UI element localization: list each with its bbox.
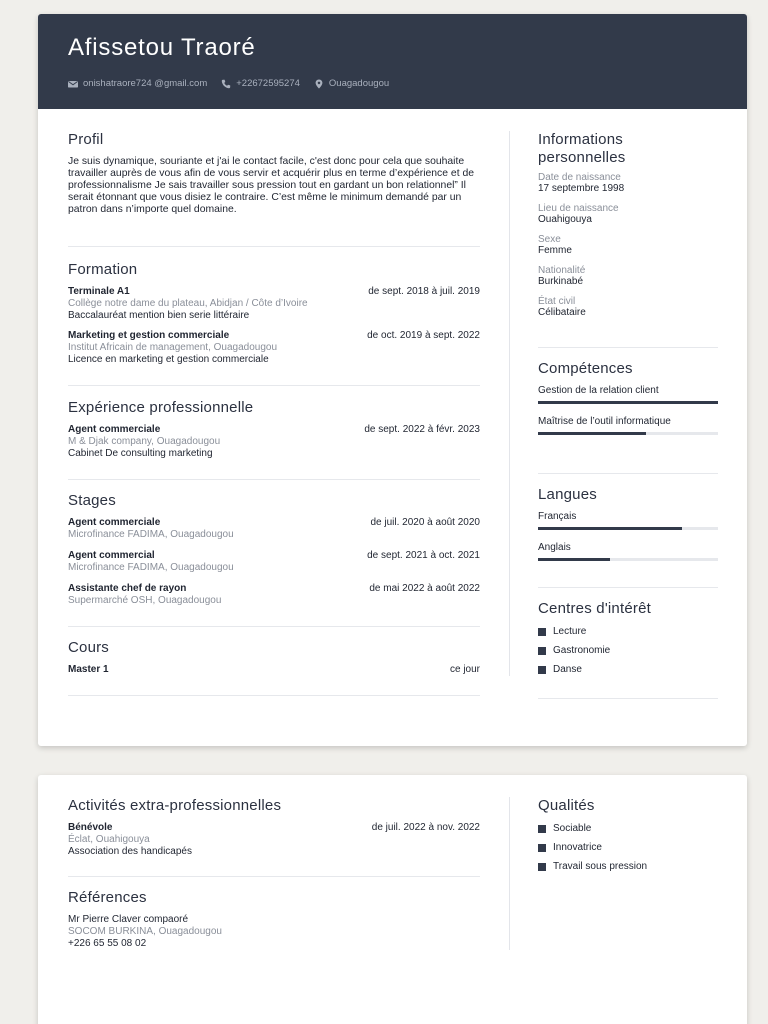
quality-item [538, 823, 718, 834]
bullet-square-icon [538, 628, 546, 636]
candidate-name: Afissetou Traoré [68, 34, 256, 61]
qualities-section [538, 775, 718, 872]
info-value: Femme [538, 245, 572, 256]
interest-item [538, 645, 718, 656]
experience-entry [68, 424, 480, 460]
formation-section [68, 247, 480, 386]
info-label: État civil [538, 296, 576, 307]
competences-heading: Compétences [538, 360, 633, 377]
personal-info-heading [538, 131, 718, 167]
contact-bar [68, 78, 717, 89]
interests-section [538, 588, 718, 699]
info-label: Sexe [538, 234, 561, 245]
quality-label: Sociable [553, 823, 592, 834]
stage-entry [68, 550, 480, 574]
language-item [538, 542, 718, 561]
interest-label: Lecture [553, 626, 587, 637]
entry-org: Microfinance FADIMA, Ouagadougou [68, 562, 234, 573]
skill-bar-fill [538, 401, 718, 404]
profile-section [68, 109, 480, 247]
entry-title: Agent commerciale [68, 424, 161, 435]
entry-desc: Baccalauréat mention bien serie littéraire [68, 310, 250, 321]
entry-org: Microfinance FADIMA, Ouagadougou [68, 529, 234, 540]
column-divider [509, 131, 510, 676]
info-value: Ouahigouya [538, 214, 592, 225]
resume-body-2 [38, 775, 747, 950]
bullet-square-icon [538, 844, 546, 852]
language-bar [538, 558, 718, 561]
entry-date: de juil. 2020 à août 2020 [370, 517, 480, 528]
bullet-square-icon [538, 666, 546, 674]
formation-entry [68, 286, 480, 322]
info-field [538, 296, 718, 318]
stage-entry [68, 583, 480, 607]
bullet-square-icon [538, 647, 546, 655]
language-name: Français [538, 511, 577, 522]
column-divider [509, 797, 510, 950]
language-bar-fill [538, 558, 610, 561]
info-value: Célibataire [538, 307, 586, 318]
quality-label: Innovatrice [553, 842, 602, 853]
phone-text: +22672595274 [236, 78, 300, 89]
interest-item [538, 664, 718, 675]
info-label: Lieu de naissance [538, 203, 619, 214]
entry-desc: Association des handicapés [68, 846, 192, 857]
langues-section [538, 474, 718, 588]
quality-label: Travail sous pression [553, 861, 648, 872]
extra-activity-entry [68, 822, 480, 858]
entry-org: Éclat, Ouahigouya [68, 834, 150, 845]
entry-date: de mai 2022 à août 2022 [369, 583, 480, 594]
entry-desc: Cabinet De consulting marketing [68, 448, 213, 459]
info-field [538, 172, 718, 194]
entry-org: Supermarché OSH, Ouagadougou [68, 595, 222, 606]
info-field [538, 203, 718, 225]
references-section [68, 877, 480, 950]
interest-item [538, 626, 718, 637]
langues-heading: Langues [538, 486, 597, 503]
quality-item [538, 842, 718, 853]
info-field [538, 265, 718, 287]
stage-entry [68, 517, 480, 541]
skill-item [538, 416, 718, 435]
experience-heading: Expérience professionnelle [68, 399, 254, 416]
references-heading: Références [68, 889, 147, 906]
entry-desc: Licence en marketing et gestion commerciale [68, 354, 269, 365]
bullet-square-icon [538, 863, 546, 871]
location-pin-icon [314, 79, 324, 89]
entry-title: Agent commerciale [68, 517, 161, 528]
info-label: Nationalité [538, 265, 586, 276]
personal-info-heading-line2: personnelles [538, 149, 626, 166]
cours-entry [68, 664, 480, 676]
experience-section [68, 386, 480, 480]
skill-item [538, 385, 718, 404]
contact-phone [221, 78, 300, 89]
language-name: Anglais [538, 542, 571, 553]
entry-title: Bénévole [68, 822, 113, 833]
formation-heading: Formation [68, 261, 138, 278]
cours-section [68, 627, 480, 696]
personal-info-section [538, 109, 718, 348]
entry-date: de sept. 2021 à oct. 2021 [367, 550, 480, 561]
entry-org: M & Djak company, Ouagadougou [68, 436, 221, 447]
side-column-2 [538, 775, 718, 872]
contact-city [314, 78, 389, 89]
resume-page-1 [38, 14, 747, 746]
entry-date: ce jour [449, 664, 480, 675]
side-column [538, 109, 718, 699]
language-item [538, 511, 718, 530]
extra-activities-heading: Activités extra-professionnelles [68, 797, 282, 814]
competences-section [538, 348, 718, 474]
phone-icon [221, 79, 231, 89]
entry-title: Marketing et gestion commerciale [68, 330, 230, 341]
skill-bar [538, 432, 718, 435]
skill-name: Maîtrise de l’outil informatique [538, 416, 671, 427]
language-bar [538, 527, 718, 530]
info-value: 17 septembre 1998 [538, 183, 625, 194]
interests-heading: Centres d'intérêt [538, 600, 651, 617]
entry-title: Agent commercial [68, 550, 155, 561]
reference-name: Mr Pierre Claver compaoré [68, 914, 189, 925]
reference-entry [68, 914, 480, 950]
interest-label: Danse [553, 664, 582, 675]
extra-activities-section [68, 775, 480, 877]
formation-entry [68, 330, 480, 366]
main-column [38, 109, 480, 696]
entry-title: Master 1 [68, 664, 109, 675]
entry-org: Institut Africain de management, Ouagadougou [68, 342, 278, 353]
resume-body [38, 109, 747, 696]
interest-label: Gastronomie [553, 645, 611, 656]
city-text: Ouagadougou [328, 78, 390, 89]
info-label: Date de naissance [538, 172, 621, 183]
contact-email [68, 78, 207, 89]
entry-date: de juil. 2022 à nov. 2022 [371, 822, 480, 833]
entry-date: de sept. 2022 à févr. 2023 [364, 424, 480, 435]
entry-date: de sept. 2018 à juil. 2019 [368, 286, 480, 297]
mail-icon [68, 79, 78, 89]
stages-section [68, 480, 480, 627]
profile-heading: Profil [68, 131, 104, 148]
entry-title: Assistante chef de rayon [68, 583, 187, 594]
info-value: Burkinabé [538, 276, 584, 287]
resume-page-2 [38, 775, 747, 1024]
reference-org: SOCOM BURKINA, Ouagadougou [68, 926, 222, 937]
entry-date: de oct. 2019 à sept. 2022 [367, 330, 480, 341]
bullet-square-icon [538, 825, 546, 833]
skill-bar [538, 401, 718, 404]
stages-heading: Stages [68, 492, 116, 509]
reference-phone: +226 65 55 08 02 [68, 938, 147, 949]
entry-title: Terminale A1 [68, 286, 130, 297]
skill-bar-fill [538, 432, 646, 435]
resume-header [38, 14, 747, 109]
info-field [538, 234, 718, 256]
entry-org: Collège notre dame du plateau, Abidjan / Côte d’Ivoire [68, 298, 308, 309]
email-text: onishatraore724 @gmail.com [83, 78, 208, 89]
main-column-2 [38, 775, 480, 950]
qualities-heading: Qualités [538, 797, 595, 814]
quality-item [538, 861, 718, 872]
cours-heading: Cours [68, 639, 110, 656]
profile-text: Je suis dynamique, souriante et j'ai le contact facile, c'est donc pour cela que souhaite travailler auprès de vous afin de vous servir et acquérir plus en terme d’expérience et de professionnalisme Je sais travailler sous pression tout en gardant un bon relationnel” Il serait étonnant que vous disiez le contraire. C’est même le minimum demandé par un patron dans n’importe quel domaine. [68, 156, 475, 216]
skill-name: Gestion de la relation client [538, 385, 659, 396]
personal-info-heading-line1: Informations [538, 131, 623, 148]
language-bar-fill [538, 527, 682, 530]
